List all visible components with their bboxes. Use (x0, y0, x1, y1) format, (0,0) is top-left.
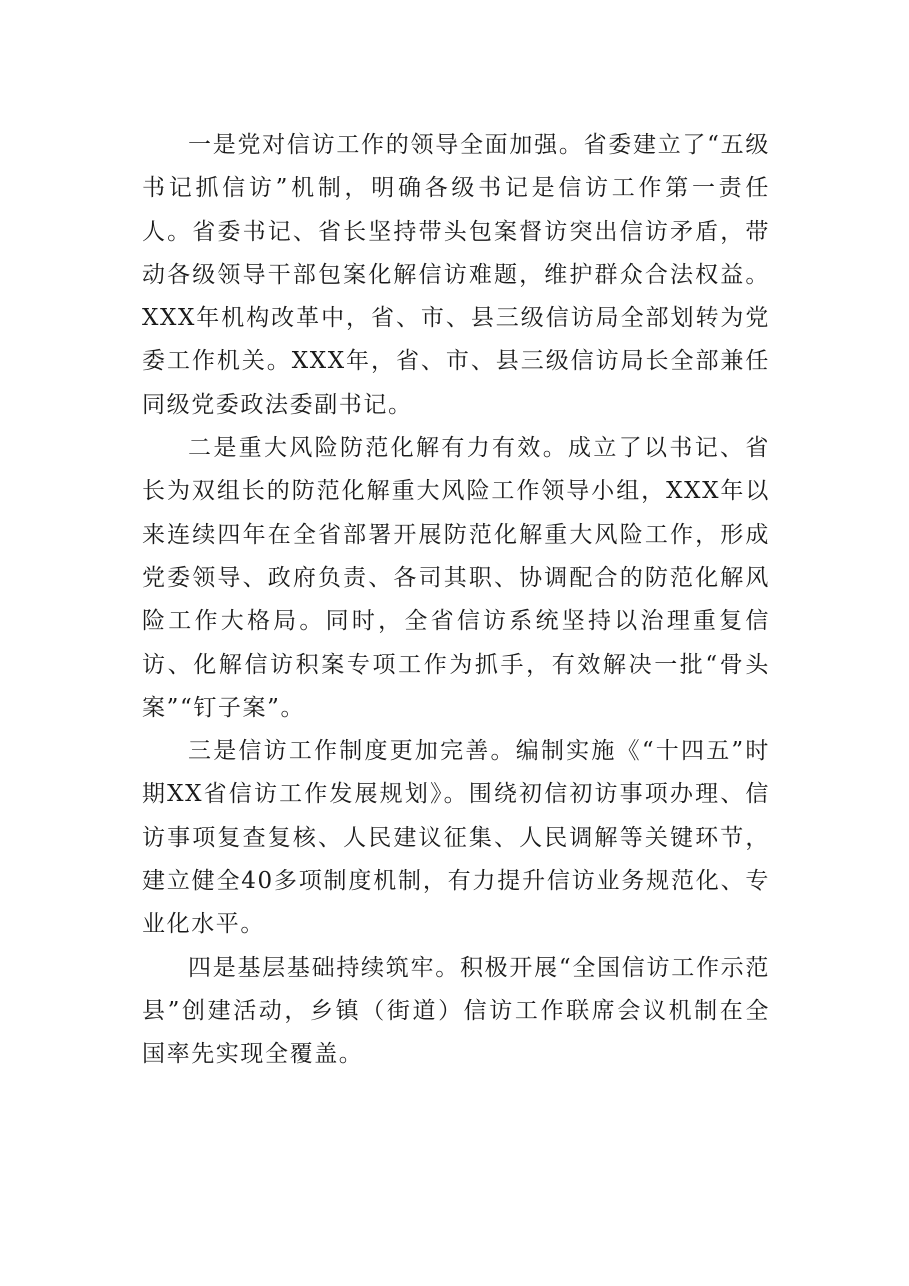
paragraph-leadership: 一是党对信访工作的领导全面加强。省委建立了“五级书记抓信访”机制，明确各级书记是信访工作第一责任人。省委书记、省长坚持带头包案督访突出信访矛盾，带动各级领导干部包案化解信访难题，维护群众合法权益。XXX年机构改革中，省、市、县三级信访局全部划转为党委工作机关。XXX年，省、市、县三级信访局长全部兼任同级党委政法委副书记。 (142, 132, 770, 418)
document-body (142, 124, 770, 1077)
paragraph-grassroots-foundation: 四是基层基础持续筑牢。积极开展“全国信访工作示范县”创建活动，乡镇（街道）信访工作联席会议机制在全国率先实现全覆盖。 (142, 954, 770, 1068)
paragraph-risk-prevention: 二是重大风险防范化解有力有效。成立了以书记、省长为双组长的防范化解重大风险工作领导小组，XXX年以来连续四年在全省部署开展防范化解重大风险工作，形成党委领导、政府负责、各司其职、协调配合的防范化解风险工作大格局。同时，全省信访系统坚持以治理重复信访、化解信访积案专项工作为抓手，有效解决一批“骨头案”“钉子案”。 (142, 435, 770, 721)
paragraph-system-improvement: 三是信访工作制度更加完善。编制实施《“十四五”时期XX省信访工作发展规划》。围绕初信初访事项办理、信访事项复查复核、人民建议征集、人民调解等关键环节，建立健全40多项制度机制，有力提升信访业务规范化、专业化水平。 (142, 738, 770, 938)
